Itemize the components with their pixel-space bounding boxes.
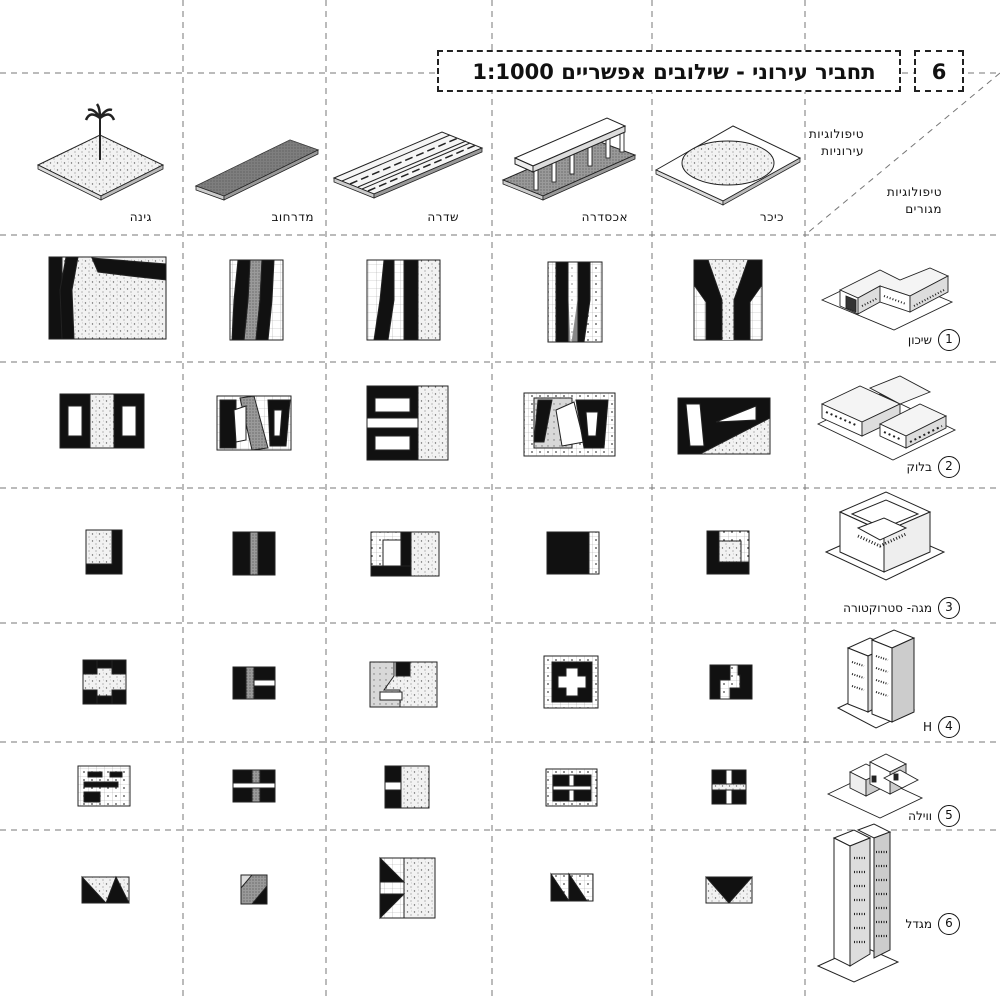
pedestrian-street-illustration	[196, 140, 318, 200]
plan-villa-boulevard	[385, 766, 429, 808]
plan-block-boulevard	[367, 386, 448, 460]
plan-villa-garden	[78, 766, 130, 806]
plan-block-arcade	[524, 393, 615, 456]
h-building-illustration	[838, 630, 914, 728]
residential-number-4: 4	[938, 716, 960, 738]
plan-block-garden	[60, 394, 144, 448]
plan-tower-garden	[82, 877, 129, 903]
residential-label-block: בלוק	[906, 460, 932, 474]
housing-illustration	[822, 268, 952, 330]
residential-axis-label-2: מגורים	[905, 202, 942, 216]
urban-label-boulevard: שדרה	[427, 210, 459, 224]
plan-h-square	[710, 665, 752, 699]
plan-tower-square	[706, 877, 752, 903]
plan-mega-pedestrian	[233, 532, 275, 575]
urban-label-garden: גינה	[129, 210, 152, 224]
plan-block-square	[678, 398, 770, 454]
residential-number-2: 2	[938, 456, 960, 478]
title-box	[437, 50, 901, 92]
plan-mega-boulevard	[371, 532, 439, 576]
plan-mega-garden	[86, 530, 122, 574]
plan-housing-square	[694, 260, 762, 340]
residential-label-h: H	[922, 720, 932, 734]
residential-number-1: 1	[938, 329, 960, 351]
residential-number-6: 6	[938, 913, 960, 935]
megastructure-illustration	[826, 492, 944, 580]
plan-h-boulevard	[370, 662, 437, 707]
plan-h-pedestrian	[233, 667, 275, 699]
sheet-number: 6	[931, 60, 947, 84]
tower-illustration	[818, 824, 898, 982]
block-illustration	[818, 376, 955, 460]
plan-housing-pedestrian	[230, 260, 283, 340]
residential-number-5: 5	[938, 805, 960, 827]
plan-mega-square	[707, 531, 749, 574]
garden-illustration	[38, 104, 163, 200]
residential-label-villa: ווילה	[908, 809, 932, 823]
plan-housing-garden	[49, 257, 166, 339]
residential-label-tower: מגדל	[905, 917, 932, 931]
plan-mega-arcade	[547, 532, 599, 574]
plan-villa-square	[712, 770, 746, 804]
residential-number-3: 3	[938, 597, 960, 619]
urban-label-pedestrian-street: מדרחוב	[271, 210, 314, 224]
urban-axis-label-1: טיפולוגיות	[808, 127, 864, 141]
plan-h-garden	[83, 660, 126, 704]
sheet-number-box	[914, 50, 964, 92]
plan-villa-pedestrian	[233, 770, 275, 802]
urban-label-arcade: אכסדרה	[581, 210, 628, 224]
boulevard-illustration	[334, 132, 482, 198]
residential-axis-label-1: טיפולוגיות	[886, 185, 942, 199]
plan-housing-arcade	[548, 262, 602, 342]
plan-tower-boulevard	[380, 858, 435, 918]
residential-label-housing: שיכון	[907, 333, 932, 347]
square-illustration	[656, 126, 800, 205]
plan-housing-boulevard	[367, 260, 440, 340]
urban-axis-label-2: עירוניות	[821, 144, 864, 158]
plan-villa-arcade	[546, 769, 597, 806]
plan-tower-pedestrian	[241, 875, 267, 904]
arcade-illustration	[503, 118, 635, 200]
plan-tower-arcade	[551, 874, 593, 901]
residential-label-megastructure: מגה- סטרוקטורה	[843, 601, 932, 615]
page-title: תחביר עירוני - שילובים אפשריים 1:1000	[472, 60, 876, 84]
plan-h-arcade	[544, 656, 598, 708]
urban-label-square: כיכר	[759, 210, 784, 224]
plan-block-pedestrian	[217, 396, 291, 450]
